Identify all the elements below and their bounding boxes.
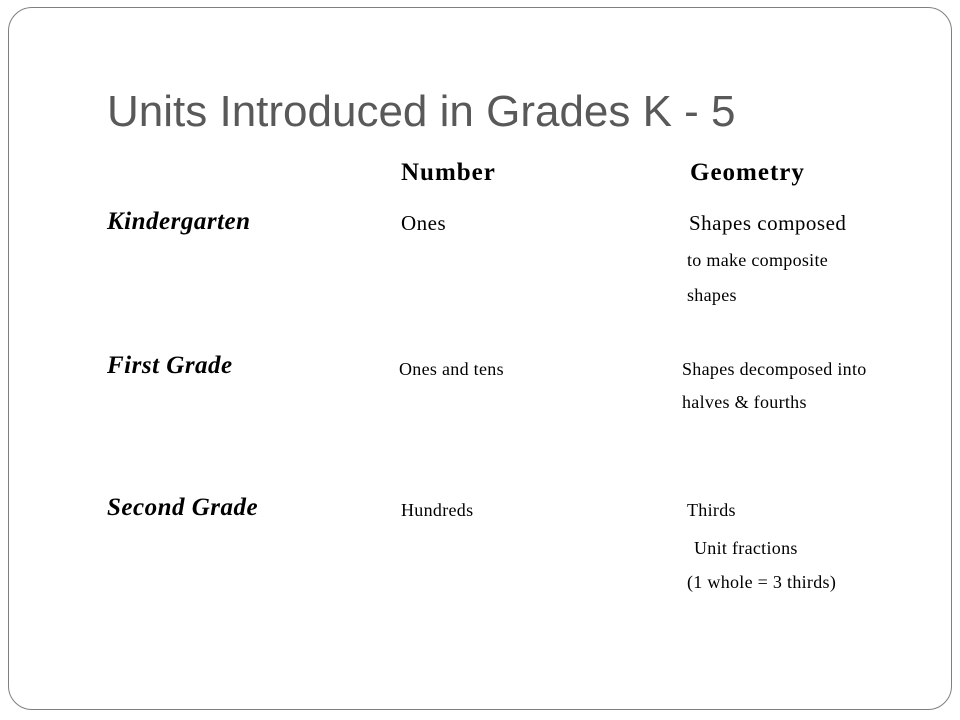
number-unit-kindergarten: Ones <box>401 211 447 235</box>
geometry-column-header: Geometry <box>690 159 805 186</box>
slide-title: Units Introduced in Grades K - 5 <box>107 87 736 136</box>
geometry-unit-first-grade-line-2: halves & fourths <box>682 392 807 412</box>
number-column-header: Number <box>401 159 496 186</box>
geometry-unit-kindergarten-line-1: Shapes composed <box>689 211 847 235</box>
geometry-unit-first-grade-line-1: Shapes decomposed into <box>682 359 867 379</box>
grade-label-kindergarten: Kindergarten <box>107 208 251 235</box>
grade-label-second-grade: Second Grade <box>107 494 259 521</box>
geometry-unit-kindergarten-line-2: to make composite <box>687 250 829 270</box>
geometry-unit-second-grade-line-2: Unit fractions <box>694 538 798 558</box>
number-unit-second-grade: Hundreds <box>401 500 474 520</box>
grade-label-first-grade: First Grade <box>107 352 233 379</box>
number-unit-first-grade: Ones and tens <box>399 359 504 379</box>
geometry-unit-second-grade-line-1: Thirds <box>687 500 736 520</box>
geometry-unit-second-grade-line-3: (1 whole = 3 thirds) <box>687 572 837 592</box>
geometry-unit-kindergarten-line-3: shapes <box>687 285 737 305</box>
